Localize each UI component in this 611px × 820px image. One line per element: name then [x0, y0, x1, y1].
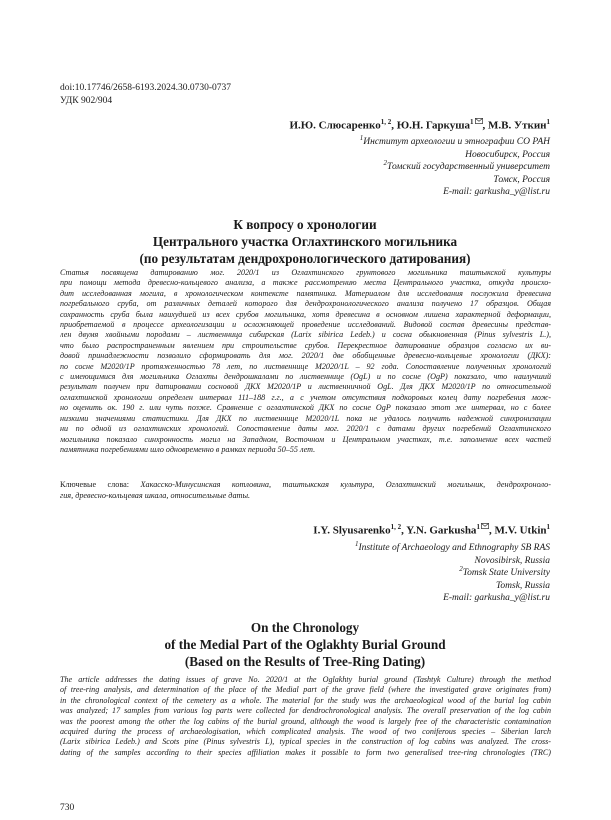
ru-author-name: Ю.Н. Гаркуша: [396, 119, 471, 132]
abstract-line: dating of the samples according to their species affiliation makes it possible to form two generalised tree-ring chronologies (TRC): [60, 747, 551, 757]
abstract-line: приобретаемой в процессе археологизации и осложняющей проведение исследований. Видовой состав древесины представ-: [60, 320, 551, 330]
title-line: On the Chronology: [250, 620, 360, 635]
keywords-line: [60, 480, 551, 491]
ru-author-name: И.Ю. Слюсаренко: [289, 119, 381, 132]
abstract-line: acquired during the process of archaeologisation, which complicated analysis. The wood of two coniferous species – Siberian larch: [60, 727, 551, 737]
abstract-line: оглахтинской хронологии определен интервал 111–188 г.г., а с учетом отсутствия подкоровых колец дату погребения мож-: [60, 392, 551, 402]
affiliation-text: Томский государственный университет: [387, 162, 550, 173]
affiliation-line: [359, 133, 550, 149]
en-author-sep: ,: [488, 524, 495, 537]
abstract-line: ни по одной из оглахтинских хронологий. Сопоставление даты мог. 2020/1 с датами других погребений Оглахтинского: [60, 424, 551, 434]
affiliation-sup: 1: [354, 539, 359, 548]
affiliation-text: Institute of Archaeology and Ethnography SB RAS: [358, 543, 550, 553]
keywords-label: Ключевые слова:: [60, 480, 130, 489]
title-line: (Based on the Results of Tree-Ring Dating): [184, 653, 426, 669]
abstract-line: с имеющимися для могильника Оглахты дендрошкалами по лиственнице (OgL) и по сосне (OgP) показало, что наилучший: [60, 372, 551, 382]
abstract-line: дит исследованная могила, в хронологическом контексте памятника. Материалом для исследования послужила древесина: [60, 288, 551, 298]
abstract-line: лен двумя хвойными породами – лиственница сибирская (Larix sibirica Ledeb.) и сосна обыкновенная (Pinus sylvestris L.),: [60, 330, 551, 340]
ru-author-sup: 1: [546, 118, 550, 126]
keywords-text: Хакасско-Минусинская котловина, таштыкская культура, Оглахтинский могильник, дендрохроноло-: [140, 480, 551, 489]
abstract-line: Статья посвящена датированию мог. 2020/1 из Оглахтинского грунтового могильника таштыкской культуры: [60, 268, 551, 277]
affiliation-line: [360, 149, 550, 162]
title-line: Центрального участка Оглахтинского могильника: [152, 233, 458, 249]
en-author-name: I.Y. Slyusarenko: [313, 524, 391, 537]
abstract-line: при помощи метода древесно-кольцевого анализа, а также рассмотрению места Центрального участка, откуда происхо-: [60, 278, 551, 288]
en-author-sep: ,: [401, 524, 407, 537]
abstract-line: was analyzed; 17 samples from various log parts were collected for dendrochronological analysis. The overall preservation of the log cabin: [60, 706, 551, 716]
affiliation-line: [355, 555, 550, 568]
abstract-line: низкими значениями статистики. Для ДКХ по лиственнице M2020/1L пока не удалось получить надежной синхронизации: [60, 413, 551, 423]
abstract-line: The article addresses the dating issues of grave No. 2020/1 at the Oglakhty burial ground (Tashtyk Culture) through the method: [60, 675, 551, 684]
abstract-line: могильника показало синхронность могил на Западном, Восточном и Центральном участках, т.е. заполнение всех частей: [60, 434, 551, 444]
affiliation-line: [355, 580, 550, 593]
affiliation-text: Институт археологии и этнографии СО РАН: [363, 137, 550, 147]
title-line: (по результатам дендрохронологического датирования): [139, 250, 471, 266]
ru-author-sep: ,: [391, 119, 397, 132]
en-abstract: [60, 675, 551, 758]
title-line: of the Medial Part of the Oglakhty Burial Ground: [164, 636, 446, 652]
ru-author-sep: ,: [482, 119, 489, 132]
affiliation-text: Novosibirsk, Russia: [474, 555, 550, 566]
doi: doi:10.17746/2658-6193.2024.30.0730-0737: [60, 83, 231, 93]
affiliation-text: Tomsk, Russia: [495, 580, 550, 591]
abstract-line: in the chronological context of the cemetery as a whole. The material for the study was the archaeological wood of the burial log cabin: [60, 695, 551, 705]
affiliation-text: Новосибирск, Россия: [465, 149, 550, 160]
keywords-line: гия, древесно-кольцевая шкала, относительные даты.: [60, 490, 251, 500]
ru-author-sup: 1, 2: [380, 118, 392, 126]
envelope-icon: [475, 118, 483, 124]
affiliation-text: Томск, Россия: [493, 174, 550, 185]
affiliation-line: [354, 539, 550, 555]
email: E-mail: garkusha_y@list.ru: [443, 187, 550, 198]
abstract-line: (Larix sibirica Ledeb.) and Scots pine (Pinus sylvestris L), typical species in the construction of log cabins was analyzed. The cross-: [60, 737, 551, 747]
affiliation-line: [360, 174, 550, 187]
abstract-line: сохранность сруба была наихудшей из всех срубов могильника, хотя древесина в основном лишена характерной деформации,: [60, 309, 551, 319]
abstract-line: was the poorest among the other the log cabins of the burial ground, although the wood is largely free of the characteristic contamination: [60, 716, 551, 726]
email: E-mail: garkusha_y@list.ru: [443, 593, 550, 604]
en-author-name: Y.N. Garkusha: [406, 524, 477, 537]
abstract-line: но оценить ок. 190 г. или чуть позже. Сравнение с оглахтинской ДКХ по сосне OgP показало этот же интервал, но с более: [60, 403, 551, 413]
page-number: 730: [60, 803, 75, 813]
en-author-sup: 1: [476, 523, 480, 531]
udk: УДК 902/904: [60, 96, 113, 106]
en-author-sup: 1: [546, 523, 550, 531]
abstract-line: результат получен при датировании сосновой ДКХ M2020/1P и лиственничной OgL. Для ДКХ M2020/1P по относительной: [60, 382, 551, 392]
affiliation-line: [355, 592, 550, 605]
en-title: [60, 620, 550, 670]
ru-authors: [289, 118, 550, 132]
en-authors: [313, 523, 550, 537]
affiliation-sup: 2: [383, 159, 388, 168]
en-author-sup: 1, 2: [390, 523, 402, 531]
affiliation-line: [360, 186, 550, 199]
ru-keywords: [60, 480, 551, 501]
ru-abstract: [60, 268, 551, 455]
abstract-line: что было распространенным явлением при строительстве срубов. Перекрестное датирование образцов согласно их ви-: [60, 340, 551, 350]
en-affiliations: [354, 539, 550, 605]
abstract-line: памятника погребениями шло одновременно в рамках периода 50–55 лет.: [60, 444, 316, 454]
affiliation-sup: 1: [359, 133, 364, 142]
affiliation-sup: 2: [459, 565, 463, 574]
abstract-line: погребального сруба, от различных деталей которого для дендрохронологического анализа получено 17 образцов. Общая: [60, 299, 551, 309]
affiliation-text: Tomsk State University: [462, 568, 550, 579]
ru-affiliations: [359, 133, 550, 199]
ru-author-sup: 1: [470, 118, 474, 126]
affiliation-line: [355, 567, 550, 580]
abstract-line: довой принадлежности позволило сформировать для мог. 2020/1 две обобщенные древесно-кольцевые хронологии (ДКХ):: [60, 351, 551, 361]
en-author-name: M.V. Utkin: [494, 524, 547, 537]
abstract-line: of tree-ring analysis, and determination of the place of the Medial part of the grave field (where the investigated grave originates from): [60, 685, 551, 695]
ru-author-name: М.В. Уткин: [488, 119, 547, 132]
ru-title: [60, 217, 550, 267]
envelope-icon: [481, 523, 489, 529]
abstract-line: по сосне M2020/1P протяженностью 78 лет, по лиственнице M2020/1L – 92 года. Сопоставление полученных хронологий: [60, 361, 551, 371]
affiliation-line: [360, 161, 550, 174]
title-line: К вопросу о хронологии: [233, 217, 377, 232]
